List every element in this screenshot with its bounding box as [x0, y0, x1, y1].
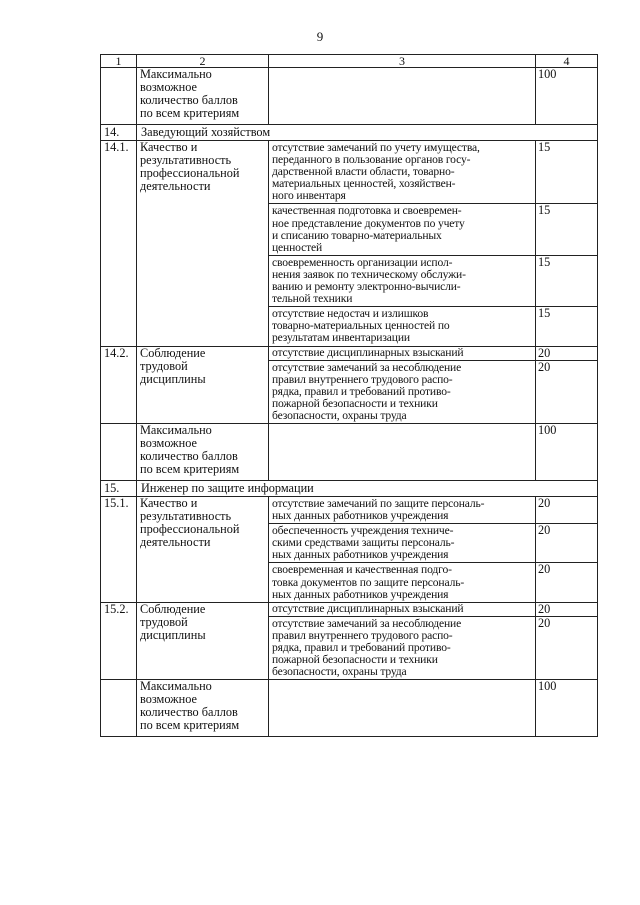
criterion-points: 15: [536, 255, 598, 306]
criterion-text: отсутствие замечаний по учету имущества, переданного в пользование органов госу- дарственной власти области, товарно- материальных ценностей, хозяйствен- ного инвентаря: [269, 141, 536, 204]
row-number: [101, 68, 137, 125]
criterion-text: отсутствие замечаний за несоблюдение правил внутреннего трудового распо- рядка, правил и требований противо- пожарной безопасности и техники безопасности, охраны труда: [269, 360, 536, 423]
max-points-row: [101, 423, 598, 480]
criterion-text: отсутствие замечаний за несоблюдение правил внутреннего трудового распо- рядка, правил и требований противо- пожарной безопасности и техники безопасности, охраны труда: [269, 616, 536, 679]
section-row: [101, 125, 598, 141]
column-header-2: 2: [137, 55, 269, 68]
criterion-text: своевременная и качественная подго- товка документов по защите персональ- ных данных работников учреждения: [269, 563, 536, 602]
column-header-3: 3: [269, 55, 536, 68]
criterion-points: 20: [536, 496, 598, 523]
table-header-row: [101, 55, 598, 68]
max-points-label: Максимально возможное количество баллов по всем критериям: [137, 680, 269, 737]
subsection-name: Соблюдение трудовой дисциплины: [137, 602, 269, 679]
criterion-row: [101, 496, 598, 523]
criterion-row: [101, 141, 598, 204]
criterion-text: обеспеченность учреждения техниче- скими средствами защиты персональ- ных данных работников учреждения: [269, 524, 536, 563]
criterion-points: 15: [536, 307, 598, 346]
criterion-points: 20: [536, 524, 598, 563]
section-row: [101, 480, 598, 496]
section-number: 14.: [101, 125, 137, 141]
criterion-points: 15: [536, 141, 598, 204]
column-header-4: 4: [536, 55, 598, 68]
max-points-value: 100: [536, 423, 598, 480]
criteria-cell: [269, 68, 536, 125]
column-header-1: 1: [101, 55, 137, 68]
criterion-points: 20: [536, 616, 598, 679]
criteria-cell: [269, 423, 536, 480]
criterion-text: отсутствие дисциплинарных взысканий: [269, 346, 536, 360]
criterion-points: 20: [536, 346, 598, 360]
max-points-value: 100: [536, 68, 598, 125]
criterion-text: отсутствие замечаний по защите персональ- ных данных работников учреждения: [269, 496, 536, 523]
max-points-label: Максимально возможное количество баллов по всем критериям: [137, 423, 269, 480]
criterion-points: 20: [536, 563, 598, 602]
subsection-number: 15.2.: [101, 602, 137, 679]
criterion-points: 20: [536, 602, 598, 616]
criterion-text: своевременность организации испол- нения заявок по техническому обслужи- ванию и ремонту электронно-вычисли- тельной техники: [269, 255, 536, 306]
page-number: 9: [316, 29, 324, 44]
criteria-cell: [269, 680, 536, 737]
max-points-value: 100: [536, 680, 598, 737]
criteria-table: [100, 54, 598, 737]
row-number: [101, 680, 137, 737]
section-title: Заведующий хозяйством: [137, 125, 598, 141]
criterion-points: 20: [536, 360, 598, 423]
max-points-row: [101, 68, 598, 125]
max-points-row: [101, 680, 598, 737]
row-number: [101, 423, 137, 480]
criterion-row: [101, 346, 598, 360]
criterion-row: [101, 602, 598, 616]
subsection-name: Качество и результативность профессиональной деятельности: [137, 141, 269, 347]
subsection-number: 14.1.: [101, 141, 137, 347]
criterion-text: качественная подготовка и своевремен- ное представление документов по учету и списанию товарно-материальных ценностей: [269, 204, 536, 255]
subsection-number: 15.1.: [101, 496, 137, 602]
subsection-name: Соблюдение трудовой дисциплины: [137, 346, 269, 423]
criterion-text: отсутствие дисциплинарных взысканий: [269, 602, 536, 616]
section-title: Инженер по защите информации: [137, 480, 598, 496]
subsection-number: 14.2.: [101, 346, 137, 423]
section-number: 15.: [101, 480, 137, 496]
subsection-name: Качество и результативность профессиональной деятельности: [137, 496, 269, 602]
max-points-label: Максимально возможное количество баллов по всем критериям: [137, 68, 269, 125]
criterion-points: 15: [536, 204, 598, 255]
criterion-text: отсутствие недостач и излишков товарно-материальных ценностей по результатам инвентаризации: [269, 307, 536, 346]
